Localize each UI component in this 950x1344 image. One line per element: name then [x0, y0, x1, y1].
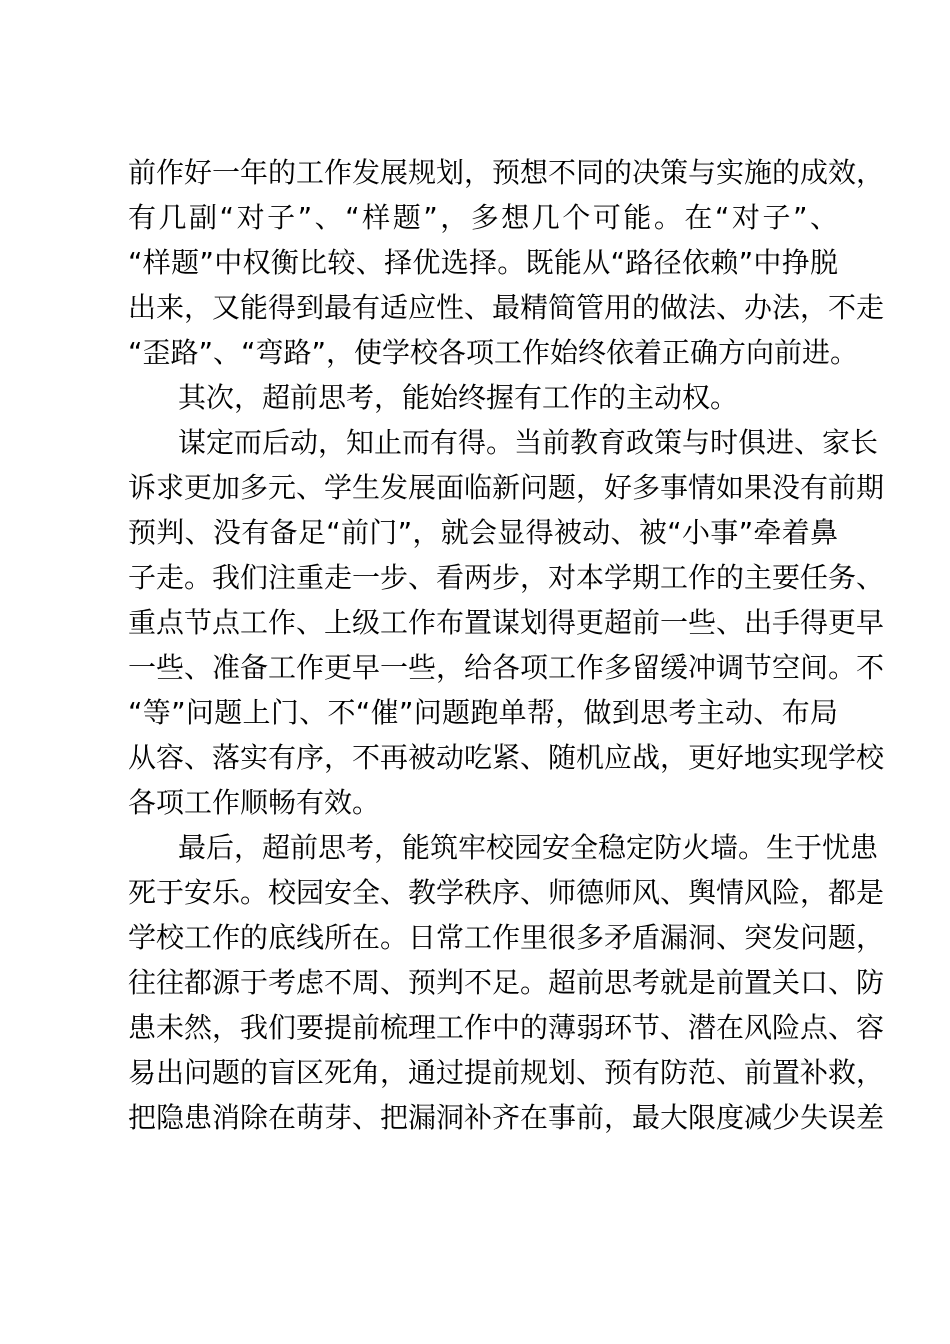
text-line: 有几副“对子”、“样题”，多想几个可能。在“对子”、	[128, 201, 838, 234]
text-line: 谋定而后动，知止而有得。当前教育政策与时俱进、家长	[178, 426, 879, 459]
text-line: 易出问题的盲区死角，通过提前规划、预有防范、前置补救，	[128, 1056, 885, 1089]
paragraph-heading: 其次，超前思考，能始终握有工作的主动权。	[178, 381, 739, 414]
text-line: 子走。我们注重走一步、看两步，对本学期工作的主要任务、	[128, 561, 885, 594]
text-line: 诉求更加多元、学生发展面临新问题，好多事情如果没有前期	[128, 471, 885, 504]
text-line: 从容、落实有序，不再被动吃紧、随机应战，更好地实现学校	[128, 741, 885, 774]
text-line: “样题”中权衡比较、择优选择。既能从“路径依赖”中挣脱	[128, 246, 838, 279]
text-line: 各项工作顺畅有效。	[128, 786, 381, 819]
text-line: 患未然，我们要提前梳理工作中的薄弱环节、潜在风险点、容	[128, 1011, 885, 1044]
document-body	[128, 150, 885, 1140]
text-line: 最后，超前思考，能筑牢校园安全稳定防火墙。生于忧患	[178, 831, 879, 864]
text-line: 出来，又能得到最有适应性、最精简管用的做法、办法，不走	[128, 291, 885, 324]
text-line: “等”问题上门、不“催”问题跑单帮，做到思考主动、布局	[128, 696, 838, 729]
text-line: 一些、准备工作更早一些，给各项工作多留缓冲调节空间。不	[128, 651, 885, 684]
text-line: 前作好一年的工作发展规划，预想不同的决策与实施的成效，	[128, 156, 885, 189]
text-line: 往往都源于考虑不周、预判不足。超前思考就是前置关口、防	[128, 966, 885, 999]
text-line: 重点节点工作、上级工作布置谋划得更超前一些、出手得更早	[128, 606, 885, 639]
text-line: “歪路”、“弯路”，使学校各项工作始终依着正确方向前进。	[128, 336, 859, 369]
text-line: 死于安乐。校园安全、教学秩序、师德师风、舆情风险，都是	[128, 876, 885, 909]
text-line: 预判、没有备足“前门”，就会显得被动、被“小事”牵着鼻	[128, 516, 838, 549]
text-line: 学校工作的底线所在。日常工作里很多矛盾漏洞、突发问题，	[128, 921, 885, 954]
text-line: 把隐患消除在萌芽、把漏洞补齐在事前，最大限度减少失误差	[128, 1101, 885, 1134]
